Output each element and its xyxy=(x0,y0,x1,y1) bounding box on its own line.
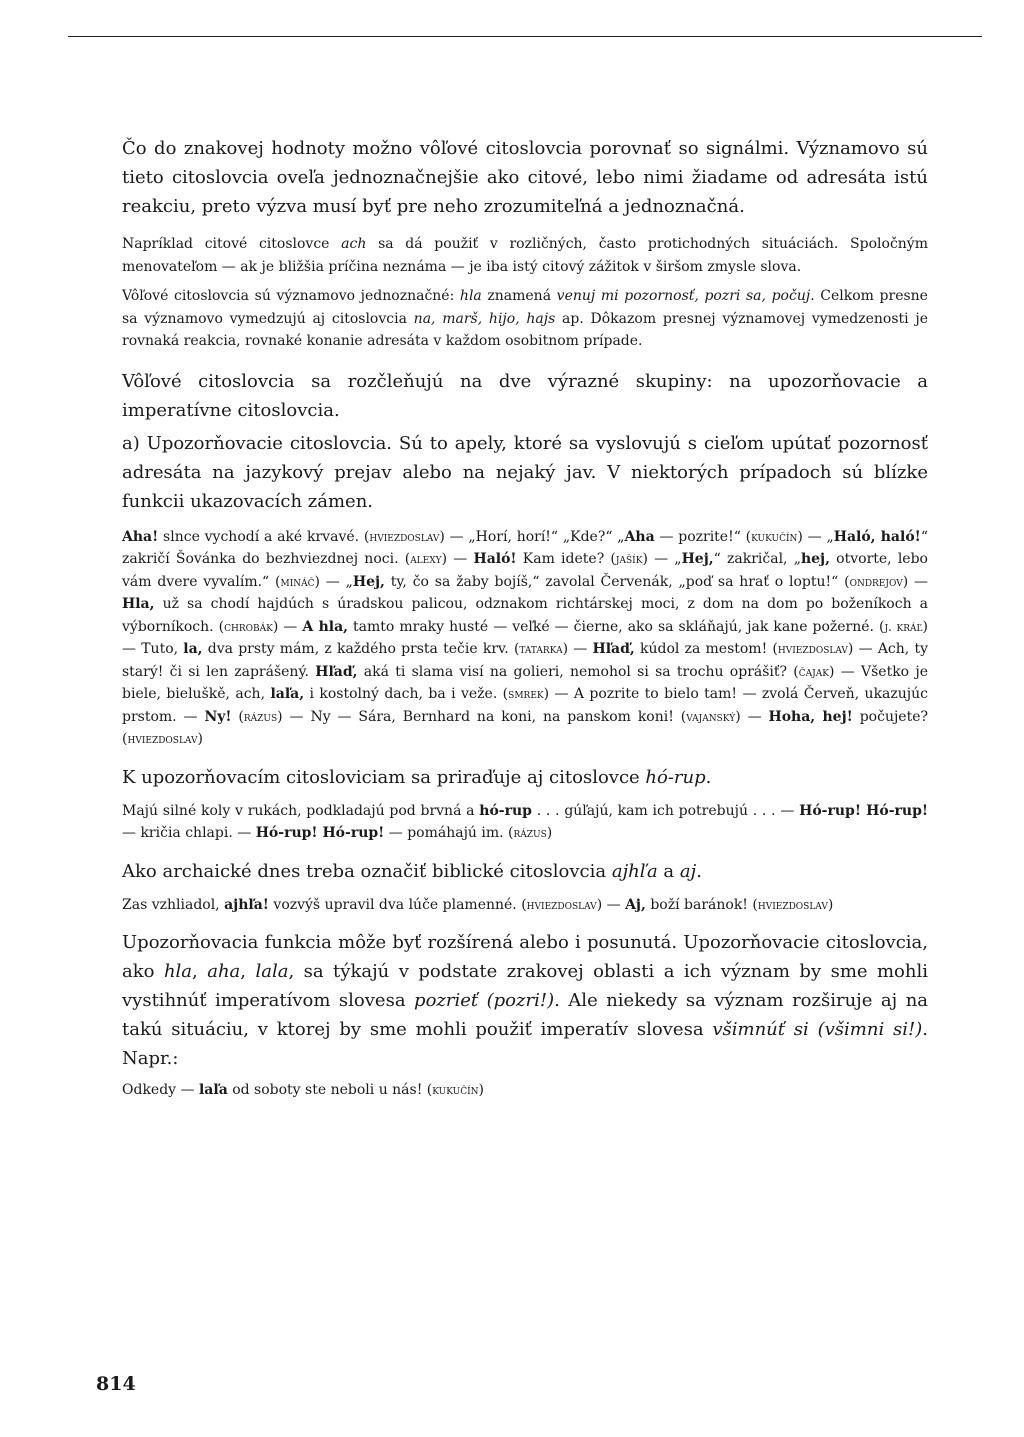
paragraph-signals: Čo do znakovej hodnoty možno vôľové citoslovcia porovnať so signálmi. Významovo sú tieto citoslovcia oveľa jednoznačnejšie ako citové, lebo nimi žiadame od adresáta istú reakciu, preto výzva musí byť pre neho zrozumiteľná a jednoznačná. xyxy=(122,138,928,217)
paragraph-unambiguous: Vôľové citoslovcia sú významovo jednoznačné: hla znamená venuj mi pozornosť, pozri sa, počuj. Celkom presne sa významovo vymedzujú aj citoslovcia na, marš, hijo, hajs ap. Dôkazom presnej významovej vymedzenosti je rovnaká reakcia, rovnaké konanie adresáta v každom osobitnom prípade. xyxy=(122,288,928,349)
examples-upozornovacie: Aha! slnce vychodí a aké krvavé. (hviezdoslav) — „Horí, horí!“ „Kde?“ „Aha — pozrite!“ (kukučín) — „Haló, haló!“ zakričí Šovánka do bezhviezdnej noci. (alexy) — Haló! Kam idete? (jašík) — „Hej,“ zakričal, „hej, otvorte, lebo vám dvere vyvalím.“ (mináč) — „Hej, ty, čo sa žaby bojíš,“ zavolal Červenák, „poď sa hrať o loptu!“ (ondrejov) — Hla, už sa chodí hajdúch s úradskou palicou, odznakom richtárskej moci, z dom na dom po boženíkoch a výborníkoch. (chrobák) — A hla, tamto mraky husté — veľké — čierne, ako sa skláňajú, jak kane požerné. (j. kráľ) — Tuto, la, dva prsty mám, z každého prsta tečie krv. (tatarka) — Hľaď, kúdol za mestom! (hviezdoslav) — Ach, ty starý! či si len zaprášený. Hľaď, aká ti slama visí na golieri, nemohol si sa trochu oprášiť? (čajak) — Všetko je biele, bieluškě, ach, laľa, i kostolný dach, ba i veže. (smrek) — A pozrite to bielo tam! — zvolá Červeň, ukazujúc prstom. — Ny! (rázus) — Ny — Sára, Bernhard na koni, na panskom koni! (vajanský) — Hoha, hej! počujete? (hviezdoslav) xyxy=(122,528,929,747)
paragraph-archaic: Ako archaické dnes treba označiť biblické citoslovcia ajhľa a aj. xyxy=(122,860,702,882)
examples-lala: Odkedy — laľa od soboty ste neboli u nás! (kukučín) xyxy=(122,1082,485,1098)
paragraph-two-groups: Vôľové citoslovcia sa rozčleňujú na dve výrazné skupiny: na upozorňovacie a imperatívne citoslovcia. xyxy=(122,370,928,421)
text-column xyxy=(122,134,928,1102)
examples-ho-rup: Majú silné koly v rukách, podkladajú pod brvná a hó-rup . . . gúľajú, kam ich potrebujú . . . — Hó-rup! Hó-rup! — kričia chlapi. — Hó-rup! Hó-rup! — pomáhajú im. (rázus) xyxy=(122,802,929,841)
paragraph-upozornovacie: a) Upozorňovacie citoslovcia. Sú to apely, ktoré sa vyslovujú s cieľom upútať pozornosť adresáta na jazykový prejav alebo na nejaký jav. V niektorých prípadoch sú blízke funkcii ukazovacích zámen. xyxy=(122,432,928,512)
page-number: 814 xyxy=(96,1373,136,1395)
paragraph-extended-function: Upozorňovacia funkcia môže byť rozšírená alebo i posunutá. Upozorňovacie citoslovcia, ako hla, aha, lala, sa týkajú v podstate zrakovej oblasti a ich význam by sme mohli vystihnúť imperatívom slovesa pozrieť (pozri!). Ale niekedy sa význam rozširuje aj na takú situáciu, v ktorej by sme mohli použiť imperatív slovesa všimnúť si (všimni si!). Napr.: xyxy=(122,932,929,1069)
examples-archaic: Zas vzhliadol, ajhľa! vozvýš upravil dva lúče plamenné. (hviezdoslav) — Aj, boží baránok! (hviezdoslav) xyxy=(122,896,834,913)
paragraph-ach-example: Napríklad citové citoslovce ach sa dá použiť v rozličných, často protichodných situáciách. Spoločným menovateľom — ak je bližšia príčina neznáma — je iba istý citový zážitok v širšom zmysle slova. xyxy=(122,236,928,275)
header-rule xyxy=(68,36,982,37)
paragraph-ho-rup: K upozorňovacím citosloviciam sa priraďuje aj citoslovce hó-rup. xyxy=(122,766,712,788)
